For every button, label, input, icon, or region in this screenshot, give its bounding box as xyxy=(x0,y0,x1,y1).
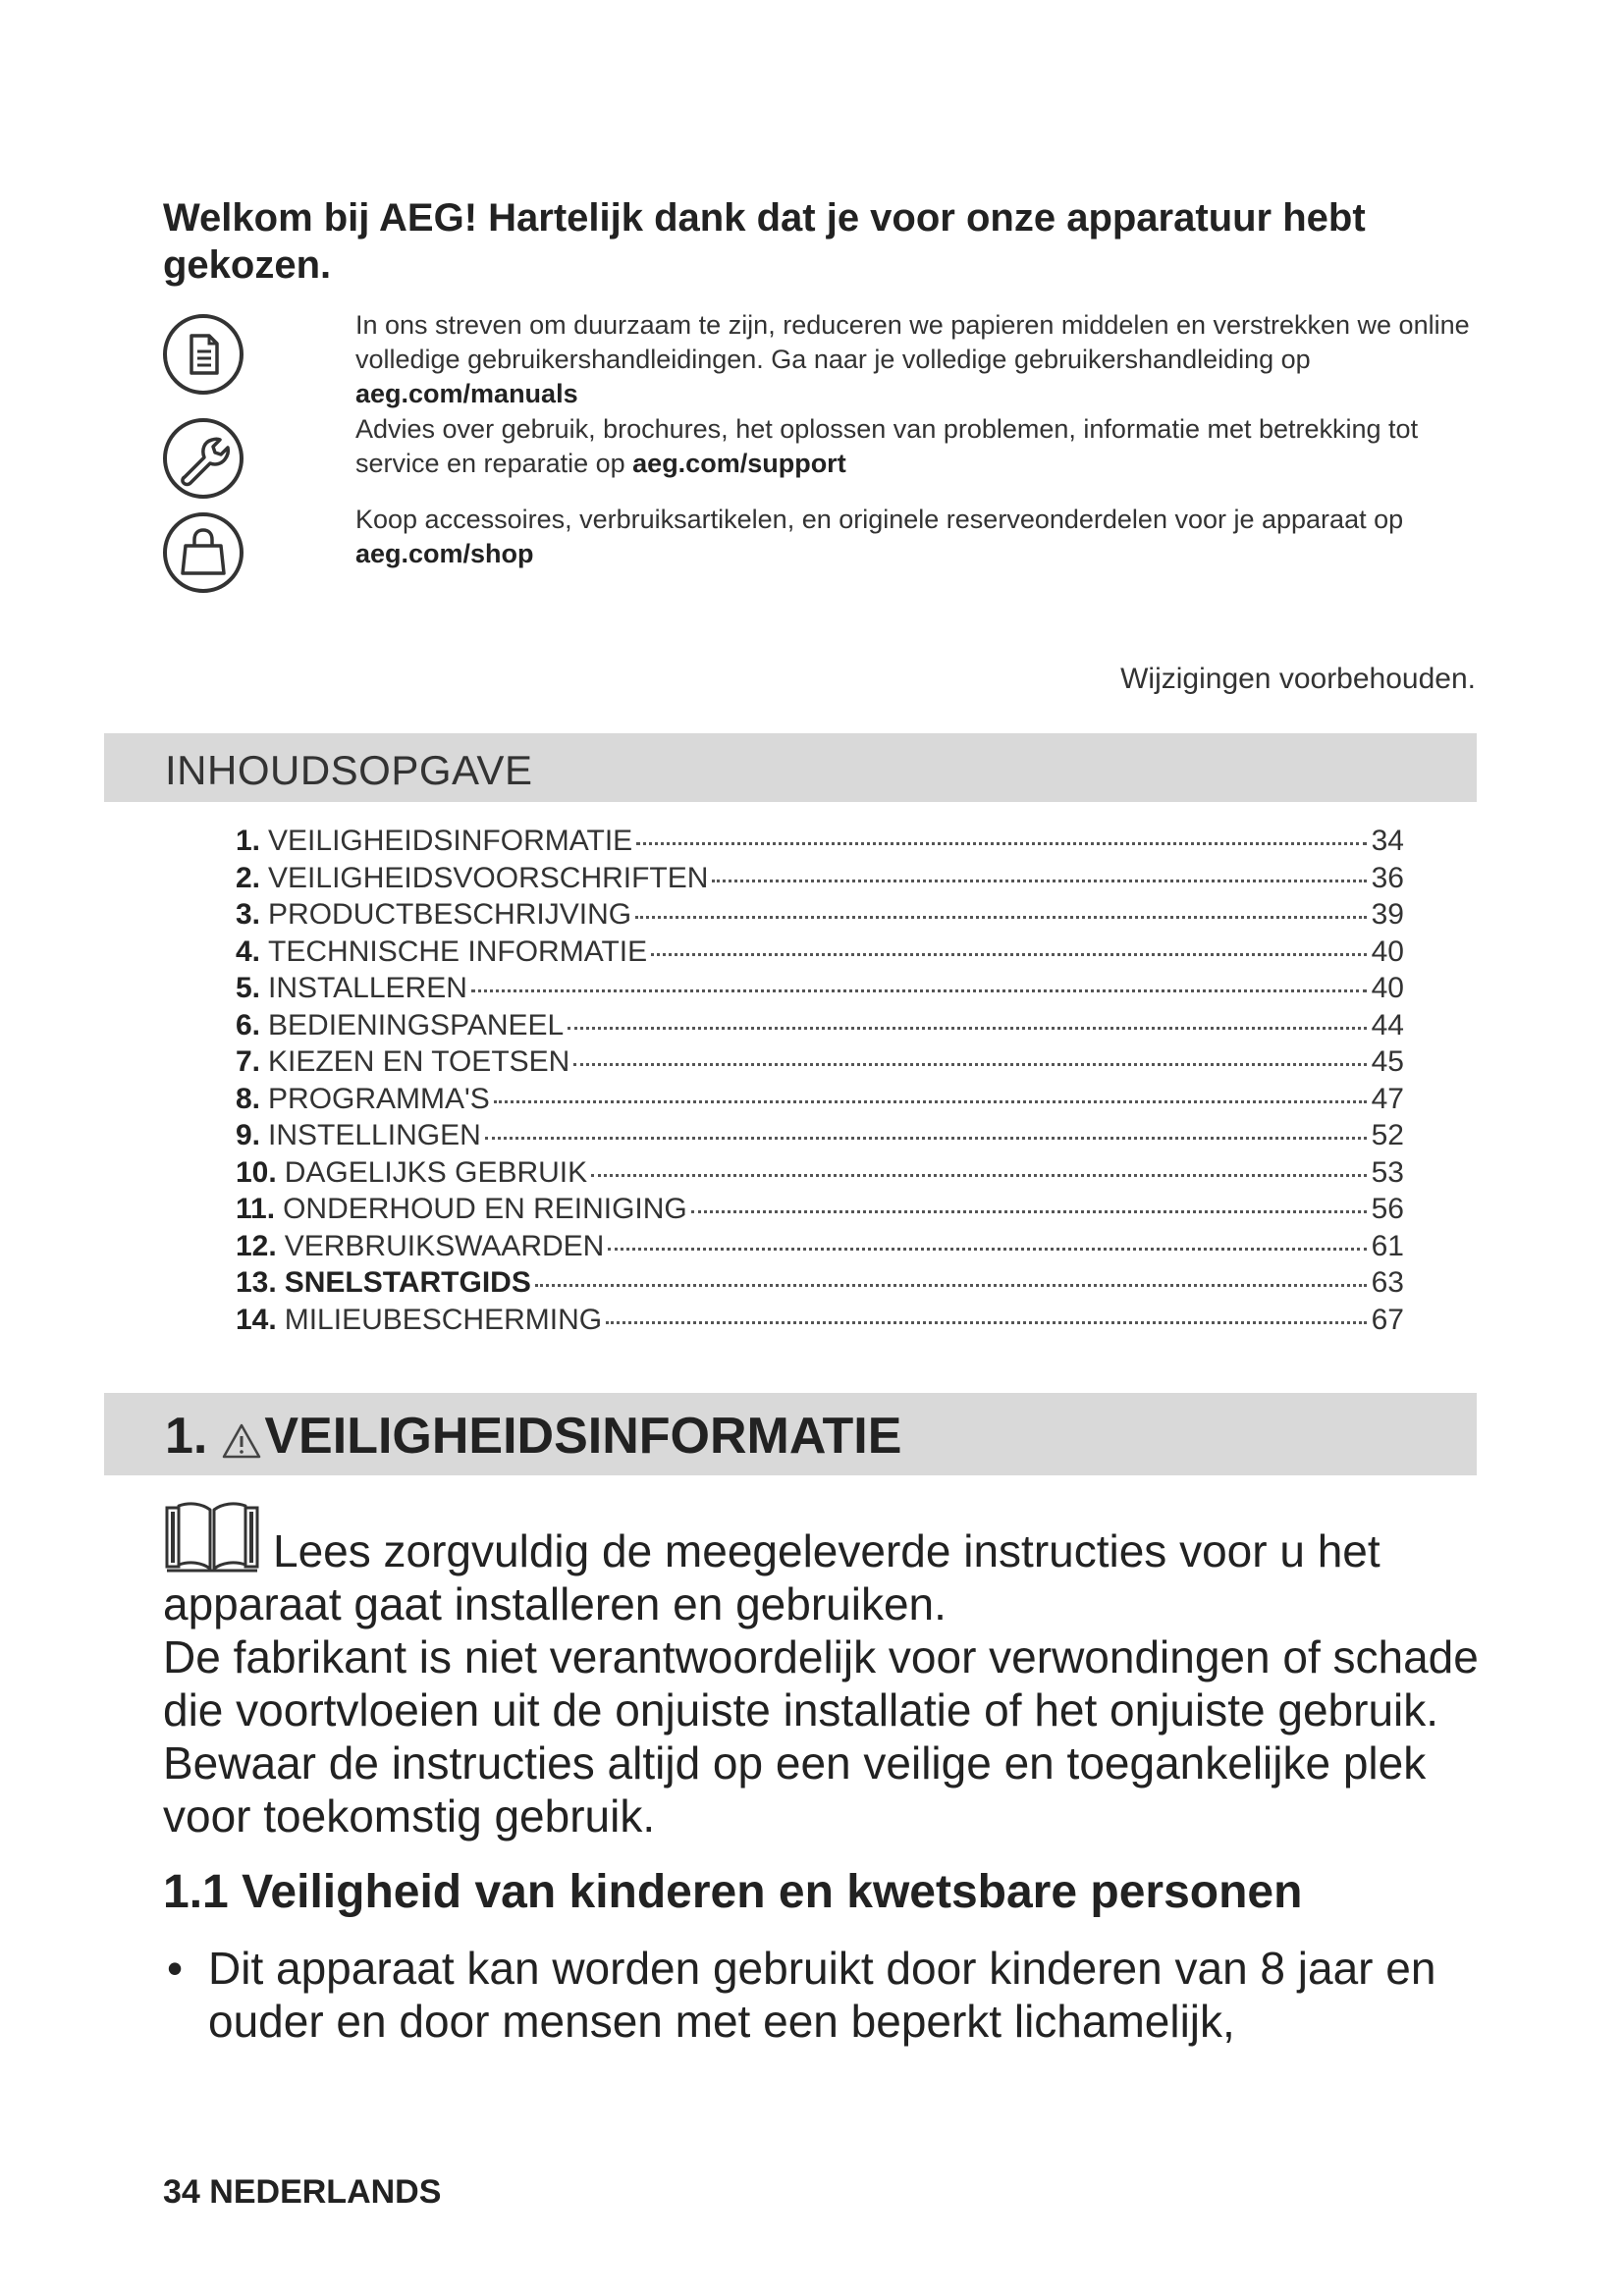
toc-leader xyxy=(635,916,1367,919)
toc-leader xyxy=(691,1210,1367,1213)
toc-entry[interactable] xyxy=(236,1009,1404,1046)
toc-title: VERBRUIKSWAARDEN xyxy=(284,1229,605,1262)
toc-leader xyxy=(712,880,1367,882)
toc-page: 56 xyxy=(1371,1193,1404,1225)
toc-page: 52 xyxy=(1371,1119,1404,1151)
toc-entry[interactable] xyxy=(236,1083,1404,1120)
toc-entry[interactable] xyxy=(236,898,1404,935)
toc-leader xyxy=(651,953,1367,956)
toc-leader xyxy=(471,989,1367,992)
toc-number: 3. xyxy=(236,898,261,931)
toc-number: 6. xyxy=(236,1008,261,1041)
toc-leader xyxy=(485,1137,1367,1140)
warning-icon xyxy=(221,1415,262,1457)
toc-header-band xyxy=(104,733,1477,802)
toc-number: 12. xyxy=(236,1229,277,1262)
toc-page: 40 xyxy=(1371,972,1404,1004)
toc-entry[interactable] xyxy=(236,1304,1404,1341)
toc-entry[interactable] xyxy=(236,1193,1404,1230)
bullet-text: Dit apparaat kan worden gebruikt door kinderen van 8 jaar en ouder en door mensen met een beperkt lichamelijk, xyxy=(208,1943,1436,2047)
section-heading xyxy=(165,1407,901,1466)
table-of-contents xyxy=(236,825,1404,1340)
toc-entry[interactable] xyxy=(236,825,1404,862)
toc-number: 14. xyxy=(236,1303,277,1336)
toc-title: BEDIENINGSPANEEL xyxy=(268,1008,565,1041)
toc-page: 47 xyxy=(1371,1082,1404,1115)
welcome-title: Welkom bij AEG! Hartelijk dank dat je voor onze apparatuur hebt gekozen. xyxy=(163,196,1366,287)
toc-entry[interactable] xyxy=(236,1230,1404,1267)
toc-entry[interactable] xyxy=(236,1156,1404,1194)
manuals-link[interactable]: aeg.com/manuals xyxy=(355,379,578,408)
toc-number: 10. xyxy=(236,1155,277,1189)
section-title: VEILIGHEIDSINFORMATIE xyxy=(264,1408,902,1465)
toc-leader xyxy=(494,1100,1367,1103)
toc-heading: INHOUDSOPGAVE xyxy=(165,747,533,793)
toc-number: 5. xyxy=(236,972,261,1004)
changes-note: Wijzigingen voorbehouden. xyxy=(1120,663,1476,695)
toc-number: 7. xyxy=(236,1045,261,1078)
intro-paragraph xyxy=(163,1524,1498,1842)
toc-page: 44 xyxy=(1371,1008,1404,1041)
info-support xyxy=(355,412,1485,481)
wrench-icon xyxy=(161,416,245,501)
info-support-text: Advies over gebruik, brochures, het oplossen van problemen, informatie met betrekking tot service en reparatie op xyxy=(355,414,1419,478)
toc-number: 4. xyxy=(236,934,261,968)
toc-page: 40 xyxy=(1371,934,1404,968)
toc-entry[interactable] xyxy=(236,1266,1404,1304)
toc-leader xyxy=(608,1248,1367,1251)
intro-text: Lees zorgvuldig de meegeleverde instructies voor u het apparaat gaat installeren en gebruiken. xyxy=(163,1525,1380,1629)
footer-language: NEDERLANDS xyxy=(209,2173,442,2211)
bullet-item xyxy=(163,1942,1498,2048)
toc-page: 61 xyxy=(1371,1229,1404,1262)
toc-leader xyxy=(535,1284,1367,1287)
toc-number: 8. xyxy=(236,1082,261,1115)
toc-entry[interactable] xyxy=(236,972,1404,1009)
toc-title: PROGRAMMA'S xyxy=(268,1082,490,1115)
toc-number: 1. xyxy=(236,825,261,857)
toc-entry[interactable] xyxy=(236,1119,1404,1156)
toc-page: 36 xyxy=(1371,861,1404,894)
toc-page: 53 xyxy=(1371,1155,1404,1189)
toc-entry[interactable] xyxy=(236,862,1404,899)
toc-leader xyxy=(568,1027,1367,1030)
toc-title: KIEZEN EN TOETSEN xyxy=(268,1045,570,1078)
toc-title: DAGELIJKS GEBRUIK xyxy=(284,1155,588,1189)
toc-page: 63 xyxy=(1371,1266,1404,1299)
support-link[interactable]: aeg.com/support xyxy=(632,449,846,478)
info-shop-text: Koop accessoires, verbruiksartikelen, en originele reserveonderdelen voor je apparaat op xyxy=(355,505,1404,534)
toc-title: INSTALLEREN xyxy=(268,972,467,1004)
toc-page: 45 xyxy=(1371,1045,1404,1078)
toc-title: VEILIGHEIDSINFORMATIE xyxy=(268,825,633,857)
toc-entry[interactable] xyxy=(236,935,1404,973)
toc-title: MILIEUBESCHERMING xyxy=(284,1303,603,1336)
toc-number: 13. xyxy=(236,1266,277,1299)
toc-entry[interactable] xyxy=(236,1045,1404,1083)
toc-leader xyxy=(606,1321,1367,1324)
toc-title: TECHNISCHE INFORMATIE xyxy=(268,934,648,968)
document-icon xyxy=(161,312,245,397)
info-manuals-text: In ons streven om duurzaam te zijn, reduceren we papieren middelen en verstrekken we online volledige gebruikershandleidingen. Ga naar je volledige gebruikershandleiding op xyxy=(355,310,1470,374)
info-manuals xyxy=(355,308,1485,411)
toc-title: INSTELLINGEN xyxy=(268,1119,481,1151)
page-number: 34 xyxy=(163,2173,200,2211)
shop-link[interactable]: aeg.com/shop xyxy=(355,539,534,568)
toc-page: 67 xyxy=(1371,1303,1404,1336)
toc-title: VEILIGHEIDSVOORSCHRIFTEN xyxy=(268,861,709,894)
subsection-heading: 1.1 Veiligheid van kinderen en kwetsbare personen xyxy=(163,1866,1303,1918)
toc-number: 9. xyxy=(236,1119,261,1151)
section-number: 1. xyxy=(165,1408,208,1465)
disclaimer-text: De fabrikant is niet verantwoordelijk voor verwondingen of schade die voortvloeien uit de onjuiste installatie of het onjuiste gebruik. Bewaar de instructies altijd op een veilige en toegankelijke plek voor toekomstig gebruik. xyxy=(163,1631,1479,1842)
toc-title: SNELSTARTGIDS xyxy=(284,1266,531,1299)
toc-page: 39 xyxy=(1371,898,1404,931)
page-footer xyxy=(163,2173,441,2212)
toc-leader xyxy=(573,1063,1367,1066)
info-shop xyxy=(355,503,1485,571)
toc-number: 11. xyxy=(236,1193,276,1225)
toc-title: PRODUCTBESCHRIJVING xyxy=(268,898,632,931)
toc-number: 2. xyxy=(236,861,261,894)
toc-leader xyxy=(591,1174,1367,1177)
bullet-dot: • xyxy=(167,1943,184,1994)
shopping-bag-icon xyxy=(161,510,245,595)
section-header-band xyxy=(104,1393,1477,1475)
toc-title: ONDERHOUD EN REINIGING xyxy=(283,1193,687,1225)
toc-leader xyxy=(636,842,1367,845)
toc-page: 34 xyxy=(1371,825,1404,857)
